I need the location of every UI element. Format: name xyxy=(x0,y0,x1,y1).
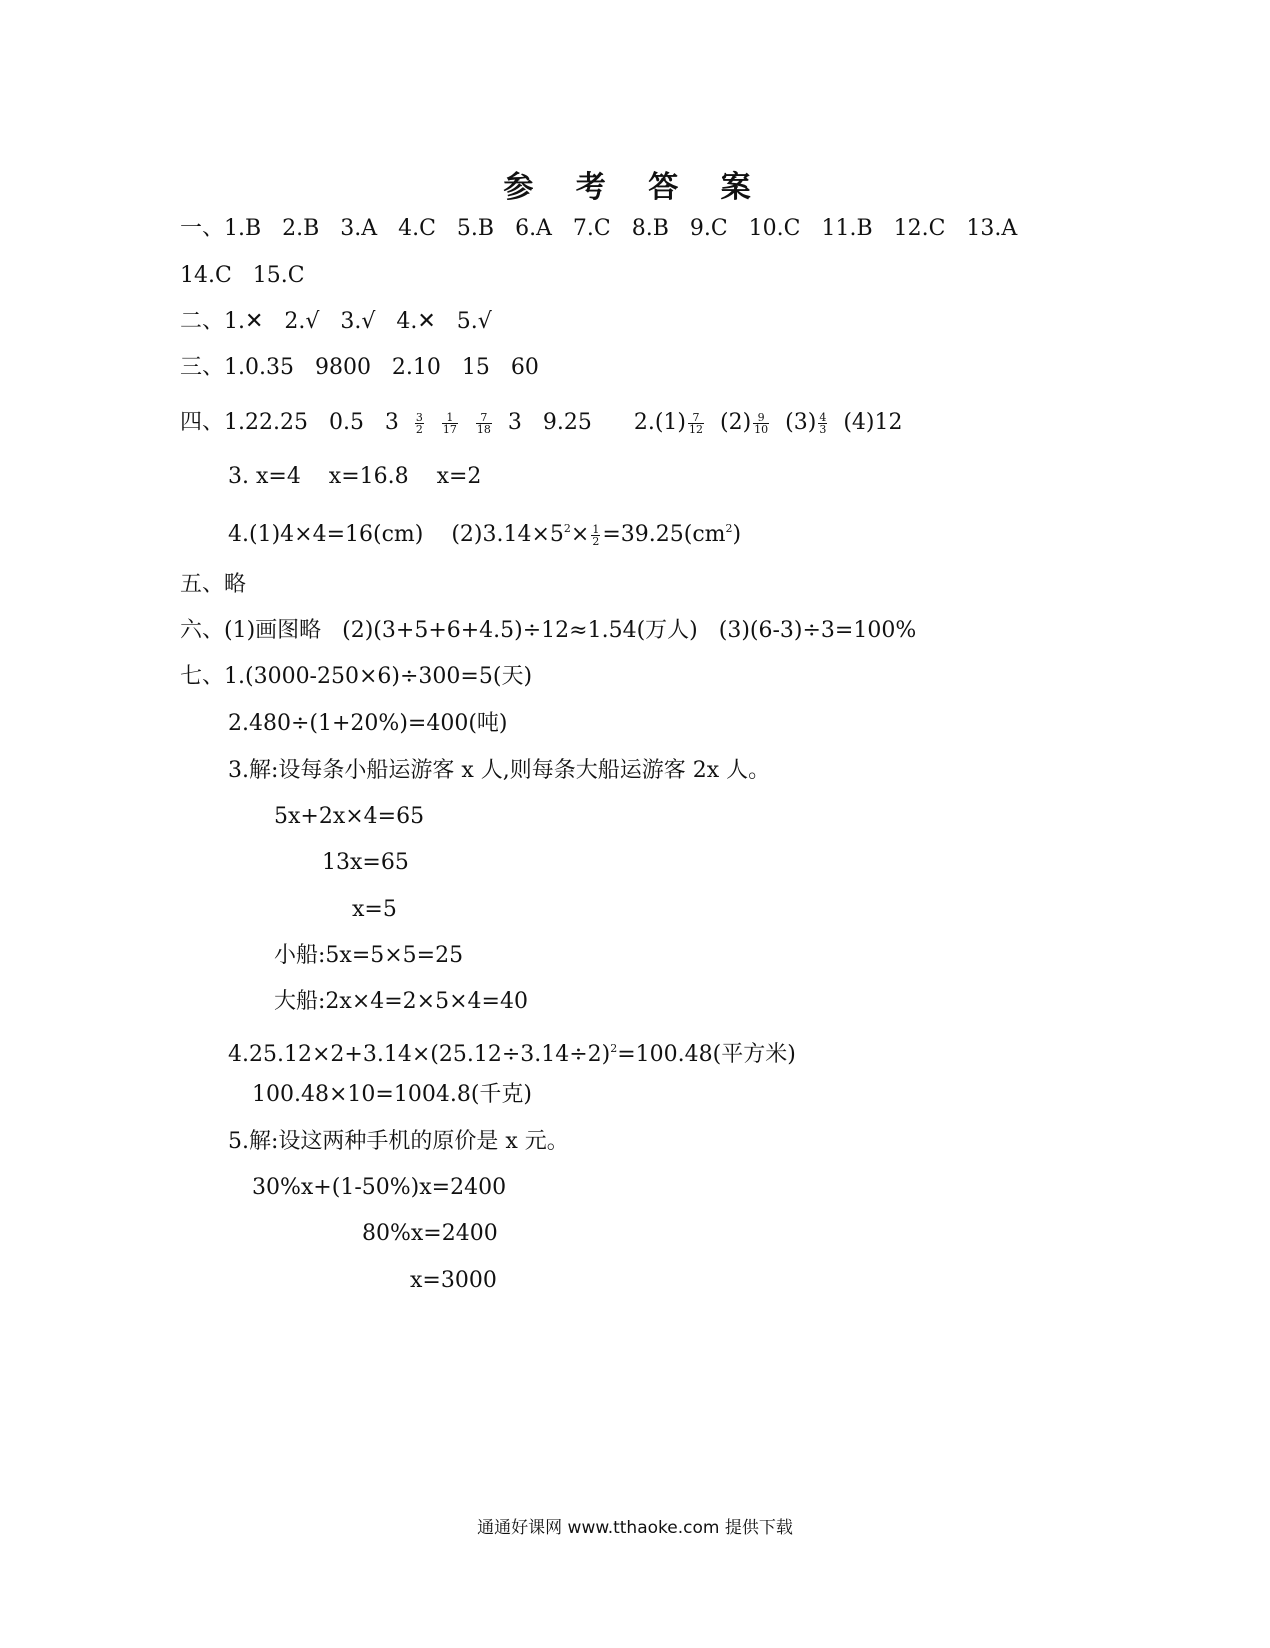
fraction xyxy=(688,412,704,435)
fraction-denominator: 3 xyxy=(819,422,827,436)
q5-equation-1: 30%x+(1-50%)x=2400 xyxy=(252,1175,507,1200)
footer-note: 通通好课网 www.tthaoke.com 提供下载 xyxy=(477,1518,793,1538)
section-5: 五、略 xyxy=(180,572,247,597)
fraction-denominator: 10 xyxy=(754,422,769,436)
q5-equation-3: x=3000 xyxy=(410,1268,497,1293)
fraction xyxy=(753,412,769,435)
fraction xyxy=(476,412,492,435)
section-4-line-2: 3. x=4 x=16.8 x=2 xyxy=(228,464,482,489)
q3-equation-5: 大船:2x×4=2×5×4=40 xyxy=(274,989,528,1014)
formula-part: =100.48(平方米) xyxy=(617,1042,796,1067)
formula-part: =39.25(cm xyxy=(602,522,726,547)
part-4-label: (4)12 xyxy=(843,410,903,435)
q3-equation-2: 13x=65 xyxy=(322,850,409,875)
section-7-q2: 2.480÷(1+20%)=400(吨) xyxy=(228,711,508,736)
q3-equation-4: 小船:5x=5×5=25 xyxy=(274,943,464,968)
fraction-denominator: 2 xyxy=(592,534,600,548)
fraction-denominator: 12 xyxy=(689,422,703,436)
fraction-numerator: 1 xyxy=(592,522,600,536)
section-7-q1: 七、1.(3000-250×6)÷300=5(天) xyxy=(180,664,533,689)
fraction-denominator: 2 xyxy=(415,422,423,436)
section-4-mid: 3 9.25 2.(1) xyxy=(507,410,686,435)
section-6: 六、(1)画图略 (2)(3+5+6+4.5)÷12≈1.54(万人) (3)(6-3)÷3=100% xyxy=(180,618,917,643)
formula-part: ) xyxy=(732,522,742,547)
q3-equation-3: x=5 xyxy=(352,897,397,922)
superscript: 2 xyxy=(563,522,571,535)
fraction-denominator: 17 xyxy=(442,422,457,436)
fraction-numerator: 1 xyxy=(442,412,458,424)
section-7-q3: 3.解:设每条小船运游客 x 人,则每条大船运游客 2x 人。 xyxy=(228,758,771,783)
section-1-line-1: 一、1.B 2.B 3.A 4.C 5.B 6.A 7.C 8.B 9.C 10.C 11.B 12.C 13.A xyxy=(180,216,1018,241)
formula-part: 4.(1)4×4=16(cm) (2)3.14×5 xyxy=(228,522,564,547)
page-title: 参 考 答 案 xyxy=(503,170,767,205)
section-1-line-2: 14.C 15.C xyxy=(180,263,305,288)
section-3: 三、1.0.35 9800 2.10 15 60 xyxy=(180,355,539,380)
section-2: 二、1.✕ 2.√ 3.√ 4.✕ 5.√ xyxy=(180,309,492,334)
q4-equation-2: 100.48×10=1004.8(千克) xyxy=(252,1082,532,1107)
section-7-q5: 5.解:设这两种手机的原价是 x 元。 xyxy=(228,1129,569,1154)
formula-part: 4.25.12×2+3.14×(25.12÷3.14÷2) xyxy=(228,1042,611,1067)
fraction-denominator: 18 xyxy=(476,422,491,436)
q5-equation-2: 80%x=2400 xyxy=(362,1221,498,1246)
superscript: 2 xyxy=(610,1042,618,1055)
formula-part: × xyxy=(570,522,590,547)
section-4-line-1 xyxy=(180,408,903,438)
fraction xyxy=(591,524,600,547)
fraction-numerator: 7 xyxy=(688,412,704,424)
fraction-numerator: 7 xyxy=(476,412,492,424)
section-7-q4 xyxy=(228,1034,796,1070)
superscript: 2 xyxy=(725,522,733,535)
section-4-prefix: 四、1.22.25 0.5 3 xyxy=(180,410,399,435)
fraction xyxy=(818,412,827,435)
fraction-numerator: 9 xyxy=(753,412,769,424)
section-4-line-3 xyxy=(228,514,741,550)
part-2-label: (2) xyxy=(720,410,752,435)
part-3-label: (3) xyxy=(785,410,817,435)
q3-equation-1: 5x+2x×4=65 xyxy=(274,804,425,829)
fraction-numerator: 3 xyxy=(415,410,423,424)
fraction-numerator: 4 xyxy=(819,410,827,424)
fraction xyxy=(442,412,458,435)
fraction xyxy=(415,412,424,435)
